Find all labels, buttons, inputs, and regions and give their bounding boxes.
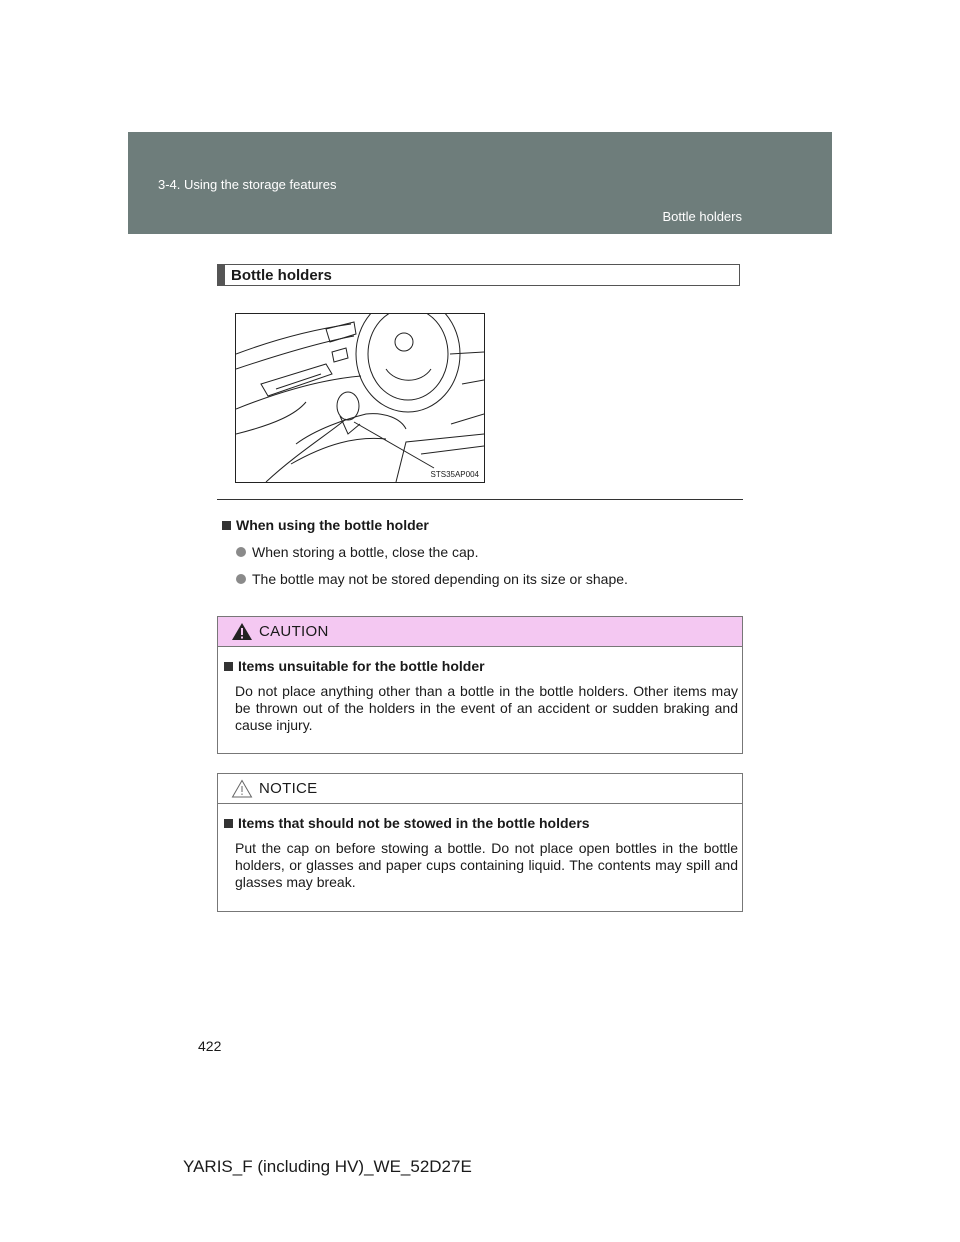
- warning-outline-icon: [231, 779, 253, 798]
- caution-heading-text: Items unsuitable for the bottle holder: [238, 658, 485, 674]
- list-item-text: The bottle may not be stored depending on its size or shape.: [252, 571, 628, 587]
- square-bullet-icon: [222, 521, 231, 530]
- figure-code: STS35AP004: [430, 470, 479, 479]
- section-title-text: Bottle holders: [231, 267, 332, 284]
- notice-text: Put the cap on before stowing a bottle. Do not place open bottles in the bottle holders, or glasses and paper cups containing liquid. The contents may spill and glasses may break.: [235, 840, 738, 890]
- caution-label: CAUTION: [259, 623, 329, 640]
- section-title: [217, 264, 740, 286]
- divider: [217, 499, 743, 500]
- document-id-footer: YARIS_F (including HV)_WE_52D27E: [183, 1157, 472, 1176]
- notice-label: NOTICE: [259, 780, 318, 797]
- notes-heading: [222, 517, 742, 533]
- notice-heading: [224, 815, 738, 831]
- notes-section: [222, 517, 742, 587]
- topic-label: Bottle holders: [662, 209, 742, 224]
- list-item: [222, 544, 742, 560]
- notice-header: [218, 774, 742, 804]
- square-bullet-icon: [224, 819, 233, 828]
- caution-text: Do not place anything other than a bottle in the bottle holders. Other items may be thrown out of the holders in the event of an accident or sudden braking and cause injury.: [235, 683, 738, 733]
- title-bar: [218, 265, 225, 285]
- caution-box: [217, 616, 743, 754]
- caution-heading: [224, 658, 738, 674]
- page-header: [128, 132, 832, 234]
- page-number: 422: [198, 1038, 222, 1054]
- notice-heading-text: Items that should not be stowed in the bottle holders: [238, 815, 590, 831]
- illustration-drawing: [236, 314, 484, 482]
- warning-triangle-icon: [231, 622, 253, 641]
- notice-box: [217, 773, 743, 912]
- square-bullet-icon: [224, 662, 233, 671]
- list-item-text: When storing a bottle, close the cap.: [252, 544, 479, 560]
- section-label: 3-4. Using the storage features: [158, 177, 337, 192]
- circle-bullet-icon: [236, 547, 246, 557]
- caution-header: [218, 617, 742, 647]
- bottle-holder-illustration: [235, 313, 485, 483]
- notes-heading-text: When using the bottle holder: [236, 517, 429, 533]
- circle-bullet-icon: [236, 574, 246, 584]
- list-item: [222, 571, 742, 587]
